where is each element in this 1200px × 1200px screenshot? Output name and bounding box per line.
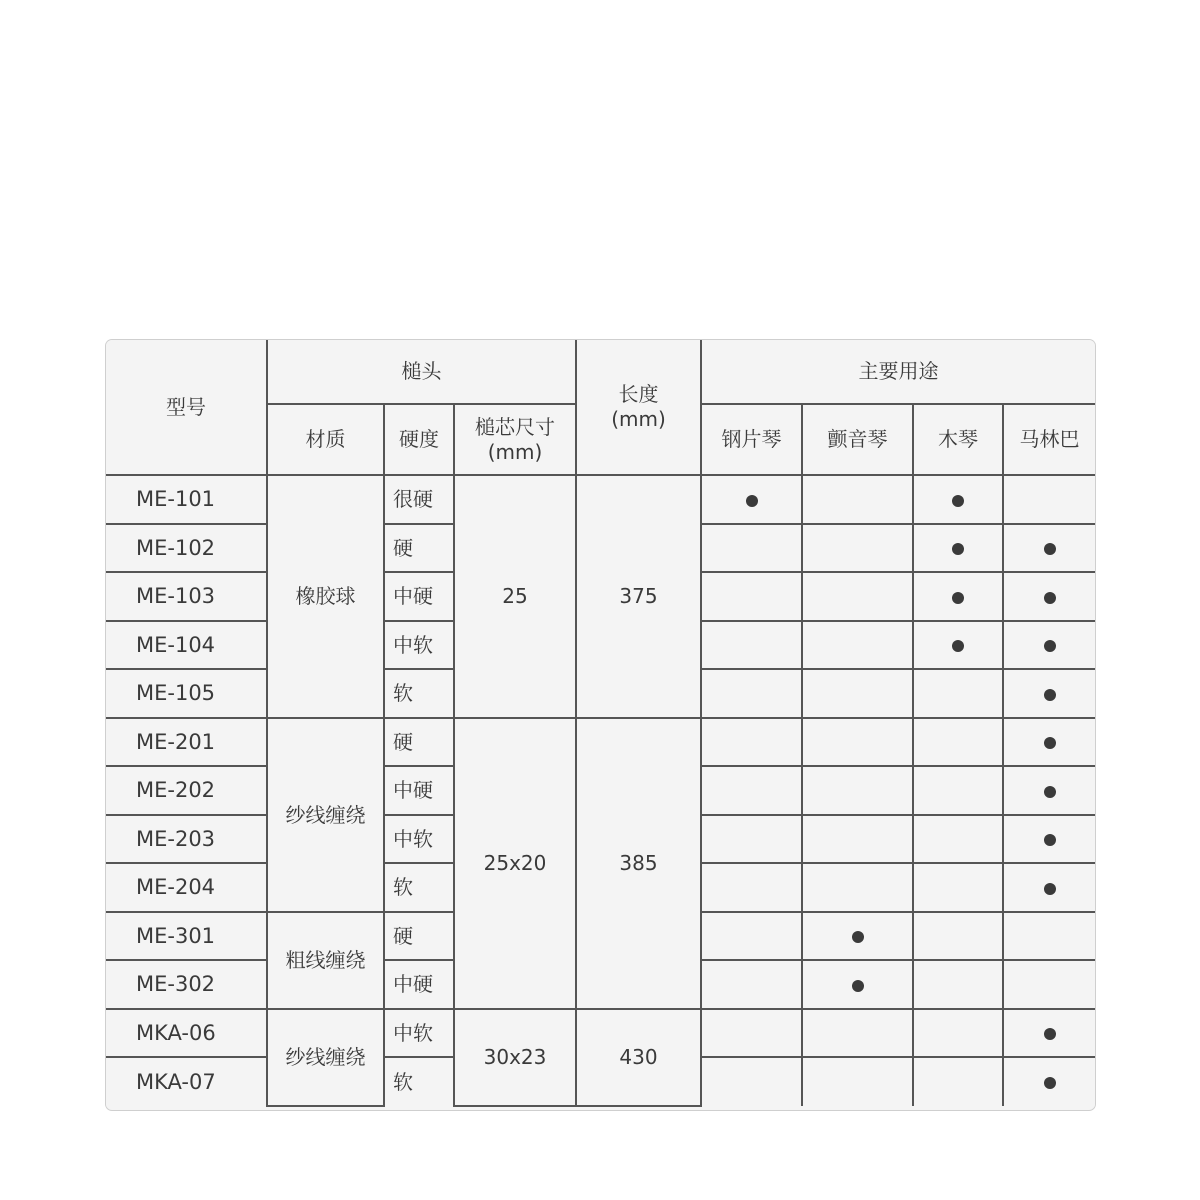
model-cell: ME-202 xyxy=(106,766,267,815)
hardness-cell: 很硬 xyxy=(384,475,454,524)
hardness-cell: 中硬 xyxy=(384,960,454,1009)
hardness-cell: 软 xyxy=(384,669,454,718)
model-cell: ME-101 xyxy=(106,475,267,524)
usage-marimba-cell xyxy=(1003,572,1095,621)
usage-marimba-cell xyxy=(1003,475,1095,524)
usage-glockenspiel-cell xyxy=(701,863,802,912)
bullet-dot-icon xyxy=(852,980,864,992)
model-cell: ME-204 xyxy=(106,863,267,912)
core-size-cell: 25x20 xyxy=(454,718,576,1009)
usage-xylophone-cell xyxy=(913,718,1003,766)
usage-vibraphone-cell xyxy=(802,863,913,912)
usage-glockenspiel-cell xyxy=(701,1057,802,1106)
material-cell: 纱线缠绕 xyxy=(267,1009,384,1106)
model-cell: ME-105 xyxy=(106,669,267,718)
usage-marimba-cell xyxy=(1003,1009,1095,1057)
hardness-cell: 中硬 xyxy=(384,572,454,621)
usage-marimba-cell xyxy=(1003,766,1095,815)
usage-vibraphone-cell xyxy=(802,621,913,669)
model-cell: ME-302 xyxy=(106,960,267,1009)
hardness-cell: 中软 xyxy=(384,1009,454,1057)
usage-xylophone-cell xyxy=(913,524,1003,572)
usage-marimba-cell xyxy=(1003,718,1095,766)
length-cell: 385 xyxy=(576,718,701,1009)
bullet-dot-icon xyxy=(952,592,964,604)
usage-xylophone-cell xyxy=(913,1057,1003,1106)
model-cell: ME-104 xyxy=(106,621,267,669)
usage-glockenspiel-cell xyxy=(701,572,802,621)
hardness-cell: 中软 xyxy=(384,815,454,863)
usage-glockenspiel-cell xyxy=(701,524,802,572)
model-cell: ME-103 xyxy=(106,572,267,621)
material-cell: 橡胶球 xyxy=(267,475,384,718)
usage-marimba-cell xyxy=(1003,1057,1095,1106)
usage-vibraphone-cell xyxy=(802,1009,913,1057)
usage-glockenspiel-cell xyxy=(701,475,802,524)
length-cell: 430 xyxy=(576,1009,701,1106)
bullet-dot-icon xyxy=(952,640,964,652)
usage-marimba-cell xyxy=(1003,815,1095,863)
usage-xylophone-cell xyxy=(913,815,1003,863)
bullet-dot-icon xyxy=(746,495,758,507)
header-core-size-unit: (mm) xyxy=(487,439,543,464)
model-cell: ME-201 xyxy=(106,718,267,766)
hardness-cell: 中软 xyxy=(384,621,454,669)
bullet-dot-icon xyxy=(952,543,964,555)
header-hardness: 硬度 xyxy=(384,404,454,475)
header-main-usage: 主要用途 xyxy=(701,340,1095,404)
usage-glockenspiel-cell xyxy=(701,1009,802,1057)
header-length-label: 长度 xyxy=(618,382,659,406)
header-mallet-head: 槌头 xyxy=(267,340,576,404)
hardness-cell: 硬 xyxy=(384,524,454,572)
bullet-dot-icon xyxy=(1044,786,1056,798)
spec-table-card xyxy=(106,340,1095,1110)
usage-vibraphone-cell xyxy=(802,960,913,1009)
material-cell: 纱线缠绕 xyxy=(267,718,384,912)
table-row xyxy=(106,475,1095,524)
usage-xylophone-cell xyxy=(913,863,1003,912)
table-row xyxy=(106,1009,1095,1057)
model-cell: MKA-07 xyxy=(106,1057,267,1106)
usage-xylophone-cell xyxy=(913,1009,1003,1057)
table-row xyxy=(106,718,1095,766)
table-body xyxy=(106,475,1095,1106)
usage-xylophone-cell xyxy=(913,960,1003,1009)
usage-marimba-cell xyxy=(1003,669,1095,718)
bullet-dot-icon xyxy=(852,931,864,943)
usage-vibraphone-cell xyxy=(802,815,913,863)
header-length xyxy=(576,340,701,475)
core-size-cell: 30x23 xyxy=(454,1009,576,1106)
bullet-dot-icon xyxy=(1044,640,1056,652)
usage-vibraphone-cell xyxy=(802,524,913,572)
usage-vibraphone-cell xyxy=(802,1057,913,1106)
usage-glockenspiel-cell xyxy=(701,960,802,1009)
bullet-dot-icon xyxy=(1044,689,1056,701)
usage-glockenspiel-cell xyxy=(701,718,802,766)
model-cell: ME-301 xyxy=(106,912,267,960)
bullet-dot-icon xyxy=(1044,543,1056,555)
header-usage-marimba: 马林巴 xyxy=(1003,404,1095,475)
header-material: 材质 xyxy=(267,404,384,475)
usage-glockenspiel-cell xyxy=(701,912,802,960)
hardness-cell: 软 xyxy=(384,1057,454,1106)
bullet-dot-icon xyxy=(1044,592,1056,604)
usage-xylophone-cell xyxy=(913,572,1003,621)
header-core-size xyxy=(454,404,576,475)
usage-xylophone-cell xyxy=(913,669,1003,718)
usage-xylophone-cell xyxy=(913,475,1003,524)
header-usage-glockenspiel: 钢片琴 xyxy=(701,404,802,475)
hardness-cell: 硬 xyxy=(384,718,454,766)
usage-glockenspiel-cell xyxy=(701,621,802,669)
header-usage-xylophone: 木琴 xyxy=(913,404,1003,475)
usage-vibraphone-cell xyxy=(802,475,913,524)
header-length-unit: (mm) xyxy=(611,407,666,431)
usage-glockenspiel-cell xyxy=(701,815,802,863)
length-cell: 375 xyxy=(576,475,701,718)
mallet-spec-table xyxy=(106,340,1095,1107)
usage-marimba-cell xyxy=(1003,863,1095,912)
bullet-dot-icon xyxy=(1044,834,1056,846)
header-core-size-label: 槌芯尺寸 xyxy=(475,414,555,439)
bullet-dot-icon xyxy=(1044,737,1056,749)
hardness-cell: 软 xyxy=(384,863,454,912)
hardness-cell: 中硬 xyxy=(384,766,454,815)
usage-xylophone-cell xyxy=(913,621,1003,669)
usage-marimba-cell xyxy=(1003,960,1095,1009)
core-size-cell: 25 xyxy=(454,475,576,718)
usage-vibraphone-cell xyxy=(802,766,913,815)
usage-xylophone-cell xyxy=(913,912,1003,960)
usage-marimba-cell xyxy=(1003,912,1095,960)
usage-marimba-cell xyxy=(1003,524,1095,572)
usage-marimba-cell xyxy=(1003,621,1095,669)
bullet-dot-icon xyxy=(1044,1028,1056,1040)
model-cell: MKA-06 xyxy=(106,1009,267,1057)
usage-glockenspiel-cell xyxy=(701,766,802,815)
usage-vibraphone-cell xyxy=(802,912,913,960)
material-cell: 粗线缠绕 xyxy=(267,912,384,1009)
bullet-dot-icon xyxy=(1044,1077,1056,1089)
usage-vibraphone-cell xyxy=(802,718,913,766)
bullet-dot-icon xyxy=(952,495,964,507)
bullet-dot-icon xyxy=(1044,883,1056,895)
header-model: 型号 xyxy=(106,340,267,475)
usage-vibraphone-cell xyxy=(802,669,913,718)
model-cell: ME-203 xyxy=(106,815,267,863)
usage-glockenspiel-cell xyxy=(701,669,802,718)
usage-vibraphone-cell xyxy=(802,572,913,621)
model-cell: ME-102 xyxy=(106,524,267,572)
header-usage-vibraphone: 颤音琴 xyxy=(802,404,913,475)
hardness-cell: 硬 xyxy=(384,912,454,960)
usage-xylophone-cell xyxy=(913,766,1003,815)
